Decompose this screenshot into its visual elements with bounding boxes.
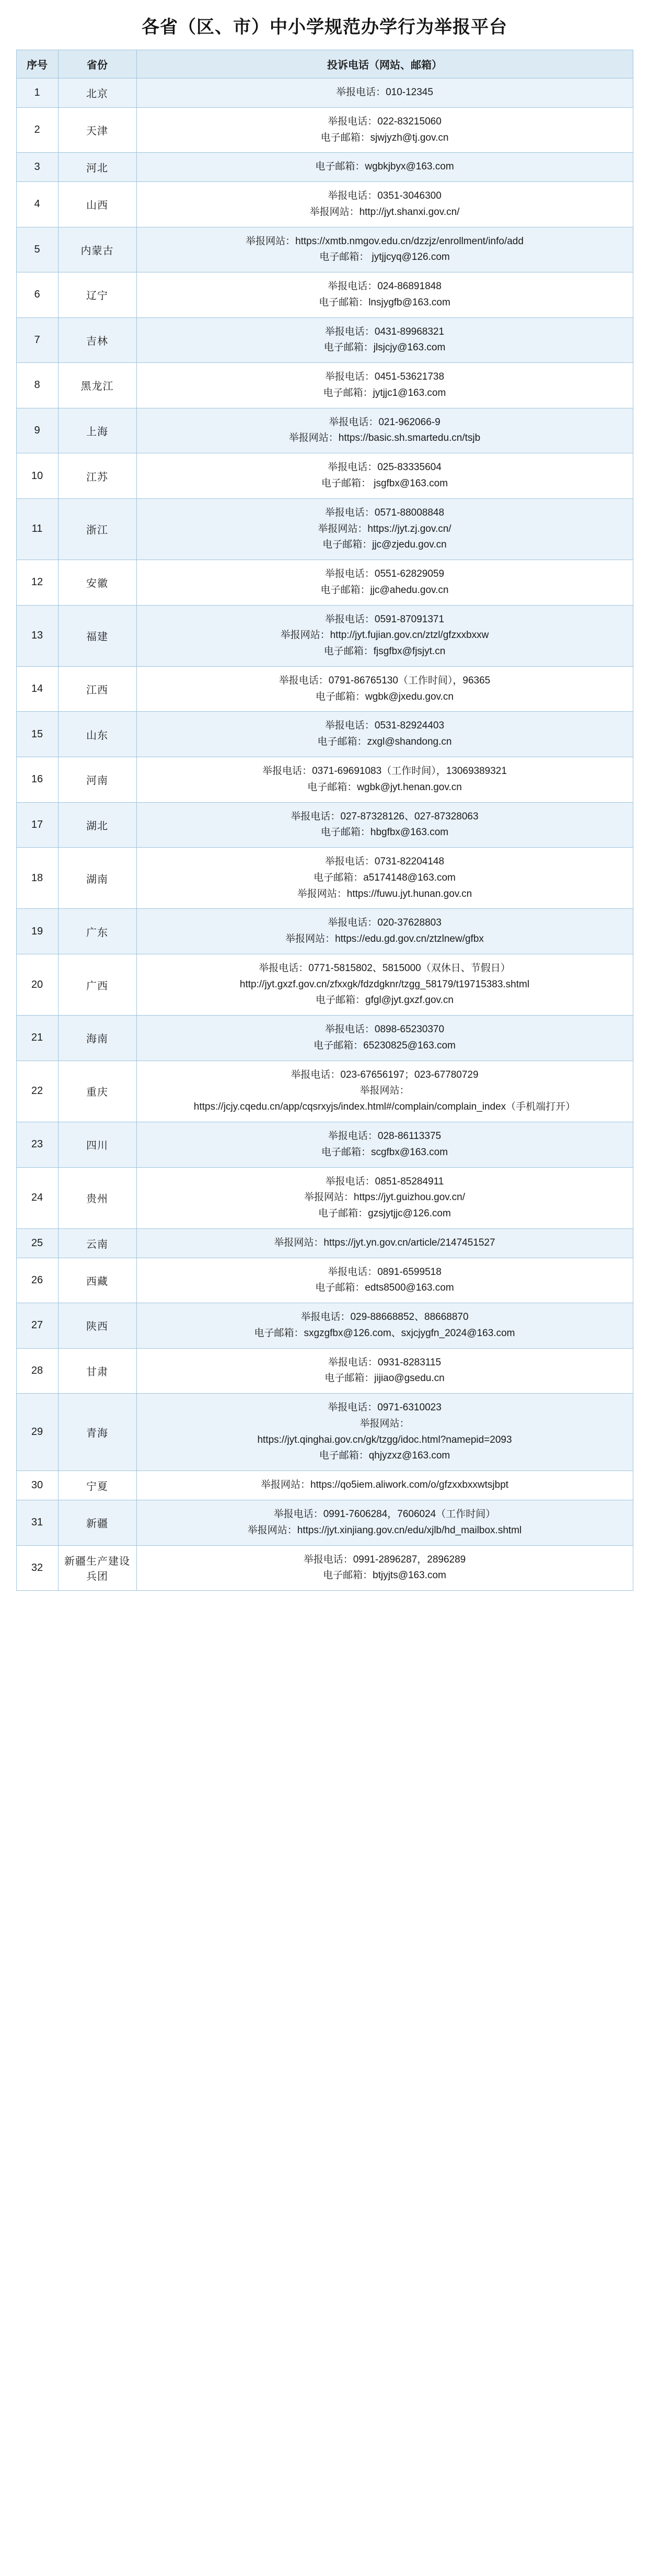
contact-line: 电子邮箱：jlsjcjy@163.com	[323, 342, 446, 354]
contact-line: 电子邮箱： jsgfbx@163.com	[321, 478, 448, 489]
row-contact-info	[136, 1016, 633, 1061]
table-row	[16, 954, 633, 1015]
contact-line: 电子邮箱： jytjjcyq@126.com	[319, 252, 450, 263]
row-province: 广西	[58, 954, 136, 1015]
row-contact-info	[136, 272, 633, 318]
table-row	[16, 408, 633, 453]
row-province: 湖南	[58, 848, 136, 909]
contact-line: 举报电话：010-12345	[336, 87, 433, 98]
contact-line: 举报电话：0771-5815802、5815000（双休日、节假日）	[259, 962, 511, 974]
row-contact-info	[136, 363, 633, 408]
contact-line: 举报电话：0351-3046300	[328, 190, 442, 202]
contact-line: 举报电话：021-962066-9	[329, 416, 441, 428]
table-row	[16, 909, 633, 954]
row-index: 18	[16, 848, 58, 909]
row-province: 江西	[58, 666, 136, 712]
contact-line: 举报电话：0991-7606284，7606024（工作时间）	[273, 1509, 496, 1520]
row-contact-info	[136, 1167, 633, 1228]
row-contact-info	[136, 1303, 633, 1349]
row-contact-info	[136, 408, 633, 453]
row-contact-info	[136, 107, 633, 153]
contact-line: 举报电话：0451-53621738	[324, 371, 445, 383]
table-row	[16, 712, 633, 757]
row-contact-info	[136, 1258, 633, 1303]
contact-line: 举报网站：http://jyt.fujian.gov.cn/ztzl/gfzxxbxxw	[280, 630, 489, 641]
row-province: 浙江	[58, 498, 136, 560]
row-province: 天津	[58, 107, 136, 153]
table-row	[16, 1016, 633, 1061]
row-index: 22	[16, 1061, 58, 1122]
contact-line: 电子邮箱：sxgzgfbx@126.com、sxjcjygfn_2024@163.com	[254, 1327, 515, 1339]
report-platform-table	[16, 50, 633, 1591]
contact-line: 电子邮箱：jjc@zjedu.gov.cn	[322, 539, 447, 551]
row-contact-info	[136, 605, 633, 666]
row-contact-info	[136, 182, 633, 227]
row-index: 28	[16, 1348, 58, 1394]
row-contact-info	[136, 757, 633, 802]
contact-line: 举报网站：https://fuwu.jyt.hunan.gov.cn	[297, 888, 472, 899]
row-contact-info	[136, 1122, 633, 1167]
contact-line: 电子邮箱：wgbkjbyx@163.com	[315, 161, 454, 173]
row-province: 安徽	[58, 560, 136, 606]
row-index: 26	[16, 1258, 58, 1303]
row-contact-info	[136, 1228, 633, 1258]
row-province: 河南	[58, 757, 136, 802]
row-index: 23	[16, 1122, 58, 1167]
table-row	[16, 317, 633, 363]
table-row	[16, 1122, 633, 1167]
contact-line: 举报电话：0991-2896287，2896289	[303, 1554, 466, 1565]
row-index: 16	[16, 757, 58, 802]
row-province: 新疆	[58, 1500, 136, 1546]
contact-line: 电子邮箱：wgbk@jyt.henan.gov.cn	[307, 781, 462, 793]
row-contact-info	[136, 317, 633, 363]
table-row	[16, 153, 633, 182]
row-province: 湖北	[58, 802, 136, 848]
row-contact-info	[136, 1545, 633, 1591]
row-index: 17	[16, 802, 58, 848]
contact-line: https://jcjy.cqedu.cn/app/cqsrxyjs/index.html#/complain/complain_index（手机端打开）	[193, 1101, 576, 1113]
row-index: 20	[16, 954, 58, 1015]
row-province: 福建	[58, 605, 136, 666]
contact-line: 电子邮箱：65230825@163.com	[314, 1040, 456, 1051]
table-row	[16, 1167, 633, 1228]
row-province: 重庆	[58, 1061, 136, 1122]
row-index: 21	[16, 1016, 58, 1061]
contact-line: 举报网站：	[360, 1085, 410, 1097]
contact-line: 举报电话：0891-6599518	[328, 1266, 442, 1278]
contact-line: 电子邮箱：btjyjts@163.com	[323, 1570, 446, 1581]
table-row	[16, 1545, 633, 1591]
contact-line: 电子邮箱：a5174148@163.com	[314, 872, 456, 883]
table-row	[16, 453, 633, 499]
table-row	[16, 107, 633, 153]
row-province: 辽宁	[58, 272, 136, 318]
contact-line: 举报网站：https://basic.sh.smartedu.cn/tsjb	[288, 432, 481, 444]
row-province: 新疆生产建设兵团	[58, 1545, 136, 1591]
contact-line: 电子邮箱：qhjyzxz@163.com	[319, 1450, 450, 1462]
table-row	[16, 605, 633, 666]
contact-line: 电子邮箱：jjc@ahedu.gov.cn	[320, 584, 449, 596]
contact-line: 举报电话：0591-87091371	[324, 613, 445, 625]
row-province: 内蒙古	[58, 227, 136, 272]
contact-line: 举报电话：0551-62829059	[324, 568, 445, 580]
row-index: 7	[16, 317, 58, 363]
contact-line: 举报电话：020-37628803	[328, 917, 442, 929]
contact-line: 举报电话：0731-82204148	[324, 856, 445, 868]
table-row	[16, 1471, 633, 1500]
table-row	[16, 363, 633, 408]
row-contact-info	[136, 227, 633, 272]
contact-line: 电子邮箱：zxgl@shandong.cn	[317, 736, 452, 748]
contact-line: 电子邮箱：lnsjygfb@163.com	[319, 297, 450, 308]
contact-line: 电子邮箱：wgbk@jxedu.gov.cn	[316, 691, 454, 702]
row-index: 19	[16, 909, 58, 954]
table-row	[16, 182, 633, 227]
row-contact-info	[136, 498, 633, 560]
contact-line: 举报网站：https://jyt.zj.gov.cn/	[318, 523, 451, 534]
contact-line: 举报电话：023-67656197；023-67780729	[291, 1069, 479, 1080]
row-contact-info	[136, 560, 633, 606]
table-header	[16, 50, 633, 78]
contact-line: 举报网站：https://jyt.guizhou.gov.cn/	[304, 1192, 465, 1203]
row-index: 31	[16, 1500, 58, 1546]
row-index: 27	[16, 1303, 58, 1349]
contact-line: 举报网站：	[360, 1418, 410, 1429]
row-index: 9	[16, 408, 58, 453]
row-province: 河北	[58, 153, 136, 182]
contact-line: 举报电话：024-86891848	[328, 281, 442, 292]
column-header-contact: 投诉电话（网站、邮箱）	[136, 50, 633, 78]
contact-line: 电子邮箱：scgfbx@163.com	[321, 1146, 448, 1158]
contact-line: 电子邮箱：hbgfbx@163.com	[320, 827, 449, 838]
table-row	[16, 560, 633, 606]
row-index: 2	[16, 107, 58, 153]
contact-line: 举报电话：0531-82924403	[324, 720, 445, 732]
row-province: 青海	[58, 1394, 136, 1471]
row-province: 云南	[58, 1228, 136, 1258]
table-row	[16, 1303, 633, 1349]
table-row	[16, 498, 633, 560]
row-province: 贵州	[58, 1167, 136, 1228]
contact-line: 举报网站：https://qo5iem.aliwork.com/o/gfzxxbxxwtsjbpt	[260, 1479, 509, 1491]
row-contact-info	[136, 1061, 633, 1122]
row-index: 3	[16, 153, 58, 182]
row-province: 山东	[58, 712, 136, 757]
contact-line: 举报电话：0971-6310023	[328, 1402, 442, 1414]
row-contact-info	[136, 1471, 633, 1500]
row-contact-info	[136, 78, 633, 108]
row-index: 24	[16, 1167, 58, 1228]
contact-line: 举报电话：0431-89968321	[324, 326, 445, 337]
row-province: 北京	[58, 78, 136, 108]
row-contact-info	[136, 666, 633, 712]
contact-line: 举报网站：https://jyt.xinjiang.gov.cn/edu/xjlb/hd_mailbox.shtml	[247, 1524, 522, 1536]
row-province: 吉林	[58, 317, 136, 363]
contact-line: 举报电话：0371-69691083（工作时间），13069389321	[262, 765, 507, 777]
row-province: 山西	[58, 182, 136, 227]
row-contact-info	[136, 848, 633, 909]
contact-line: 举报电话：0571-88008848	[324, 507, 445, 518]
contact-line: 举报网站：http://jyt.shanxi.gov.cn/	[309, 206, 460, 218]
row-contact-info	[136, 1500, 633, 1546]
row-index: 32	[16, 1545, 58, 1591]
table-row	[16, 1348, 633, 1394]
page-title: 各省（区、市）中小学规范办学行为举报平台	[142, 17, 507, 37]
contact-line: 电子邮箱：jijiao@gsedu.cn	[324, 1373, 445, 1384]
contact-line: 举报电话：029-88668852、88668870	[300, 1312, 469, 1323]
row-province: 海南	[58, 1016, 136, 1061]
row-index: 15	[16, 712, 58, 757]
row-index: 30	[16, 1471, 58, 1500]
row-contact-info	[136, 712, 633, 757]
table-body	[16, 78, 633, 1591]
row-province: 广东	[58, 909, 136, 954]
contact-line: 电子邮箱：jytjjc1@163.com	[323, 387, 446, 398]
contact-line: 电子邮箱：sjwjyzh@tj.gov.cn	[320, 132, 449, 143]
row-index: 5	[16, 227, 58, 272]
contact-line: 举报电话：025-83335604	[328, 462, 442, 473]
contact-line: 举报电话：028-86113375	[328, 1130, 442, 1142]
row-index: 10	[16, 453, 58, 499]
row-index: 25	[16, 1228, 58, 1258]
column-header-province: 省份	[58, 50, 136, 78]
contact-line: 电子邮箱：fjsgfbx@fjsjyt.cn	[323, 646, 446, 657]
contact-line: 举报网站：https://edu.gd.gov.cn/ztzlnew/gfbx	[285, 933, 484, 945]
table-row	[16, 666, 633, 712]
contact-line: https://jyt.qinghai.gov.cn/gk/tzgg/idoc.html?namepid=2093	[257, 1434, 512, 1445]
row-contact-info	[136, 1348, 633, 1394]
row-contact-info	[136, 802, 633, 848]
row-index: 12	[16, 560, 58, 606]
row-province: 上海	[58, 408, 136, 453]
row-index: 1	[16, 78, 58, 108]
contact-line: 举报电话：022-83215060	[328, 116, 442, 127]
contact-line: 举报电话：0851-85284911	[325, 1176, 444, 1187]
row-province: 西藏	[58, 1258, 136, 1303]
row-province: 四川	[58, 1122, 136, 1167]
row-index: 4	[16, 182, 58, 227]
row-index: 6	[16, 272, 58, 318]
row-index: 29	[16, 1394, 58, 1471]
row-province: 陕西	[58, 1303, 136, 1349]
table-row	[16, 227, 633, 272]
contact-line: 举报电话：0931-8283115	[328, 1357, 442, 1368]
row-index: 13	[16, 605, 58, 666]
contact-line: 举报网站：https://xmtb.nmgov.edu.cn/dzzjz/enrollment/info/add	[246, 235, 524, 247]
row-index: 11	[16, 498, 58, 560]
row-province: 江苏	[58, 453, 136, 499]
contact-line: 电子邮箱：gzsjytjjc@126.com	[318, 1208, 451, 1219]
contact-line: 举报电话：0898-65230370	[324, 1024, 445, 1035]
row-province: 宁夏	[58, 1471, 136, 1500]
contact-line: 电子邮箱：edts8500@163.com	[315, 1282, 454, 1294]
row-contact-info	[136, 909, 633, 954]
row-contact-info	[136, 954, 633, 1015]
table-row	[16, 1394, 633, 1471]
table-header-row	[16, 50, 633, 78]
row-province: 甘肃	[58, 1348, 136, 1394]
table-row	[16, 1500, 633, 1546]
table-row	[16, 1258, 633, 1303]
table-row	[16, 78, 633, 108]
table-row	[16, 848, 633, 909]
table-row	[16, 272, 633, 318]
contact-line: 举报电话：027-87328126、027-87328063	[291, 811, 479, 822]
table-row	[16, 1228, 633, 1258]
table-row	[16, 802, 633, 848]
contact-line: http://jyt.gxzf.gov.cn/zfxxgk/fdzdgknr/tzgg_58179/t19715383.shtml	[239, 978, 530, 990]
contact-line: 举报电话：0791-86765130（工作时间），96365	[279, 675, 491, 686]
row-index: 8	[16, 363, 58, 408]
table-row	[16, 757, 633, 802]
row-contact-info	[136, 453, 633, 499]
contact-line: 举报网站：https://jyt.yn.gov.cn/article/2147451527	[274, 1237, 495, 1248]
row-index: 14	[16, 666, 58, 712]
row-contact-info	[136, 153, 633, 182]
row-contact-info	[136, 1394, 633, 1471]
row-province: 黑龙江	[58, 363, 136, 408]
contact-line: 电子邮箱：gfgl@jyt.gxzf.gov.cn	[316, 995, 454, 1006]
column-header-index: 序号	[16, 50, 58, 78]
table-row	[16, 1061, 633, 1122]
